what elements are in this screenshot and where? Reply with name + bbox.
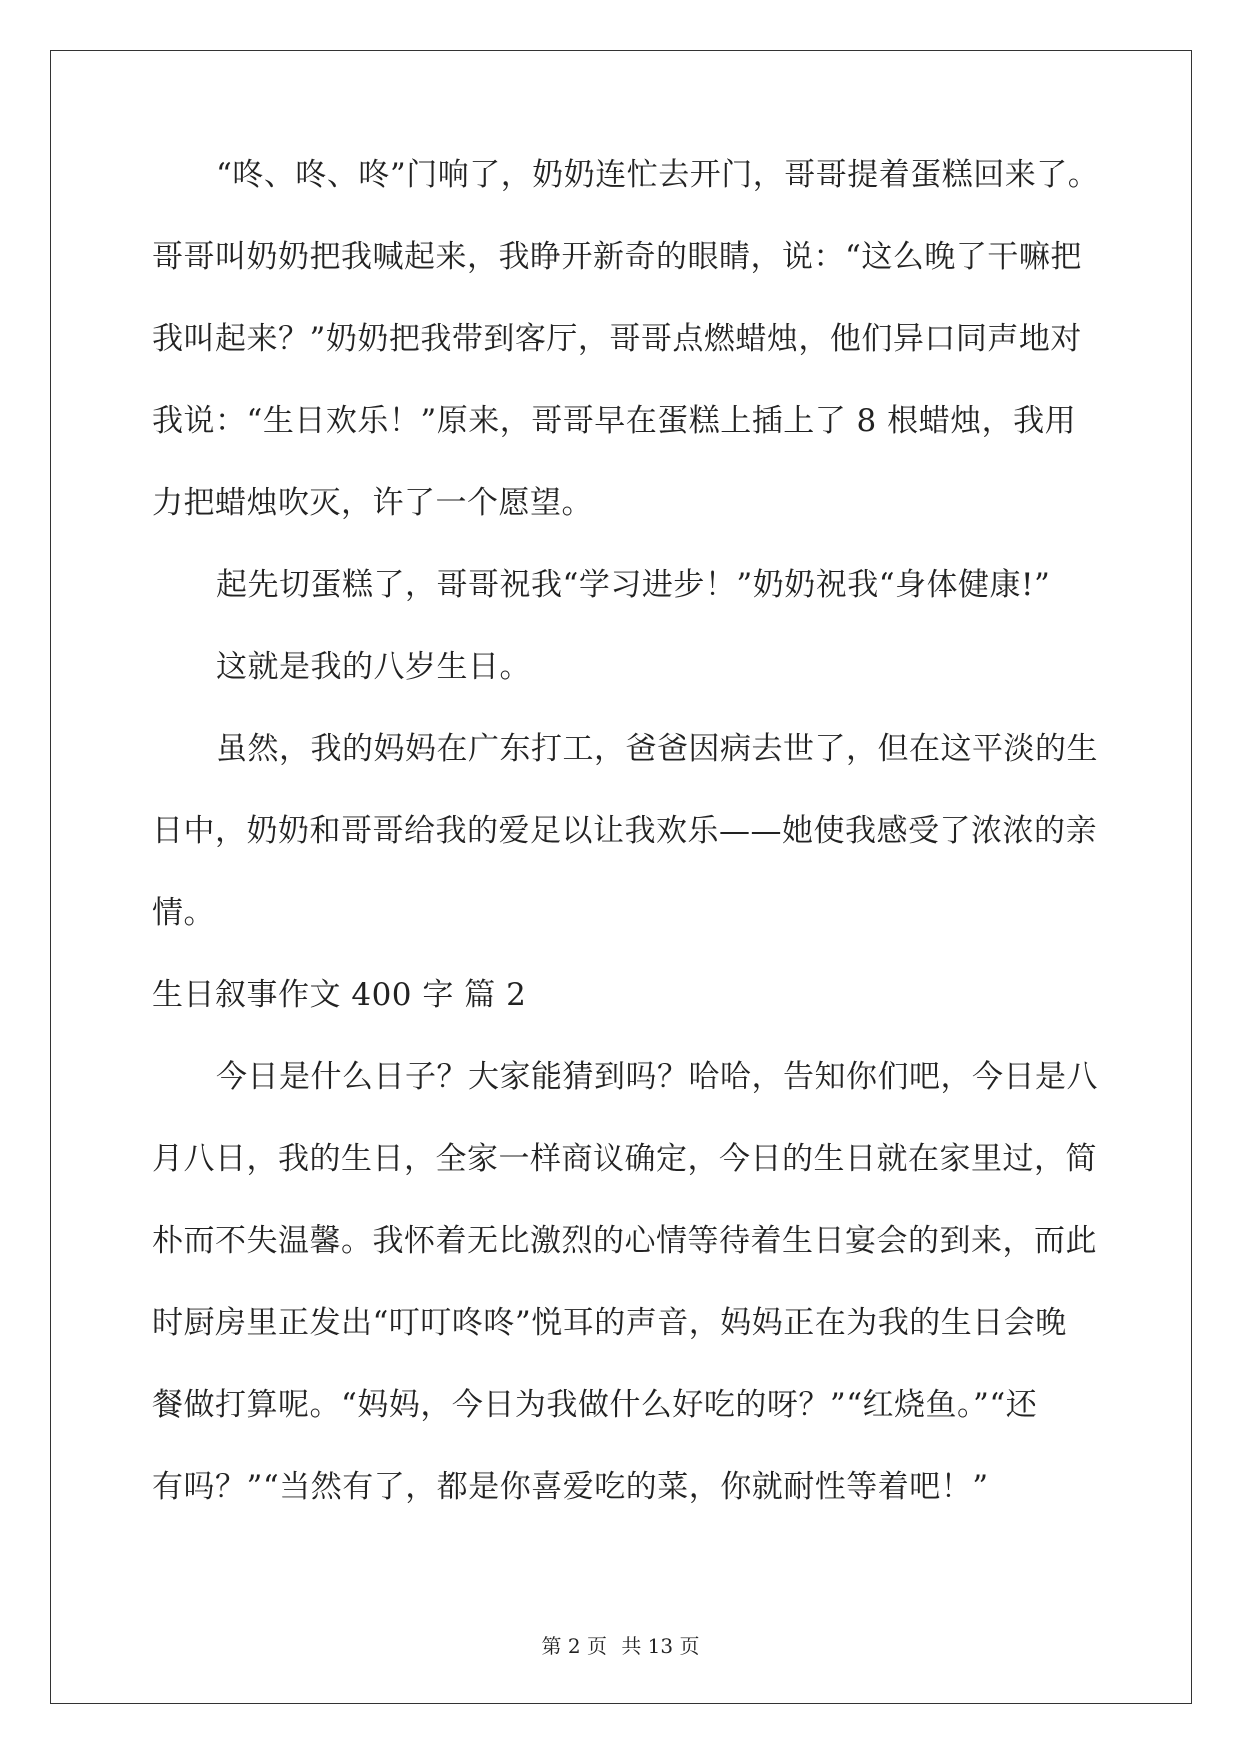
page-footer (0, 1630, 1241, 1659)
paragraph (152, 1060, 1097, 1552)
text-line: 月八日，我的生日，全家一样商议确定，今日的生日就在家里过，简 (152, 1141, 1097, 1177)
page-number: 第 2 页 (541, 1634, 607, 1658)
text-line: 朴而不失温馨。我怀着无比激烈的心情等待着生日宴会的到来，而此 (152, 1223, 1097, 1259)
text-line: 力把蜡烛吹灭，许了一个愿望。 (152, 485, 593, 521)
section-heading (152, 978, 1097, 1060)
text-line: 起先切蛋糕了，哥哥祝我“学习进步！”奶奶祝我“身体健康!” (216, 567, 1051, 603)
text-line: 餐做打算呢。“妈妈，今日为我做什么好吃的呀？”“红烧鱼。”“还 (152, 1387, 1038, 1423)
text-line: 今日是什么日子？大家能猜到吗？哈哈，告知你们吧，今日是八 (216, 1059, 1098, 1095)
page-total: 共 13 页 (621, 1634, 700, 1658)
text-line: 有吗？”“当然有了，都是你喜爱吃的菜，你就耐性等着吧！” (152, 1469, 989, 1505)
text-line: 这就是我的八岁生日。 (216, 649, 531, 685)
document-body (152, 157, 1100, 1552)
text-line: “咚、咚、咚”门响了，奶奶连忙去开门，哥哥提着蛋糕回来了。 (216, 157, 1100, 193)
text-line: 我说：“生日欢乐！”原来，哥哥早在蛋糕上插上了 8 根蜡烛，我用 (152, 403, 1077, 439)
paragraph (152, 157, 1100, 568)
text-line: 虽然，我的妈妈在广东打工，爸爸因病去世了，但在这平淡的生 (216, 731, 1098, 767)
paragraph (152, 650, 1097, 732)
text-line: 时厨房里正发出“叮叮咚咚”悦耳的声音，妈妈正在为我的生日会晚 (152, 1305, 1067, 1341)
section-title: 生日叙事作文 400 字 篇 2 (152, 977, 527, 1013)
paragraph (152, 732, 1097, 978)
text-line: 日中，奶奶和哥哥给我的爱足以让我欢乐——她使我感受了浓浓的亲 (152, 813, 1097, 849)
text-line: 哥哥叫奶奶把我喊起来，我睁开新奇的眼睛，说：“这么晚了干嘛把 (152, 239, 1082, 275)
text-line: 情。 (152, 895, 215, 931)
paragraph (152, 568, 1097, 650)
text-line: 我叫起来？”奶奶把我带到客厅，哥哥点燃蜡烛，他们异口同声地对 (152, 321, 1082, 357)
